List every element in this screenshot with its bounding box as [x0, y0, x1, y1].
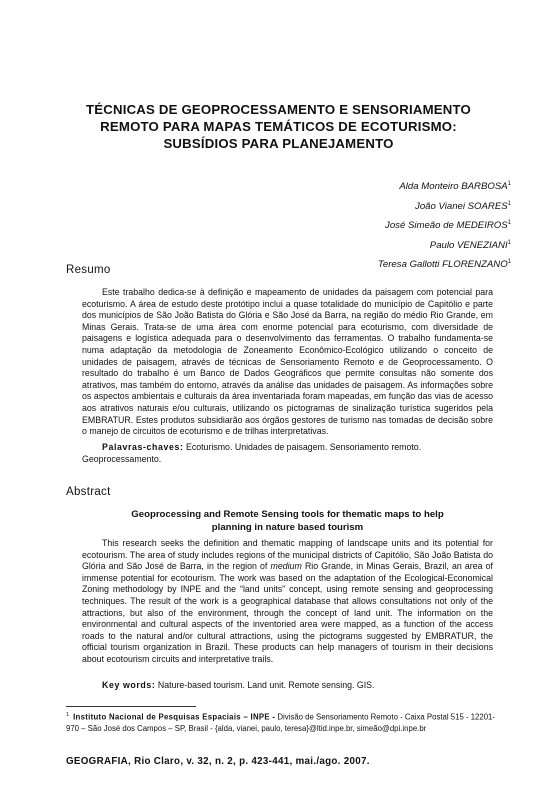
keywords-value: Ecoturismo. Unidades de paisagem. Sensoriamento remoto. Geoprocessamento.	[82, 442, 422, 464]
keywords-label: Palavras-chaves:	[102, 442, 184, 452]
author: Paulo VENEZIANI$^1$	[429, 239, 511, 251]
title-line: SUBSÍDIOS PARA PLANEJAMENTO	[163, 136, 394, 151]
author: Teresa Gallotti FLORENZANO$^1$	[377, 259, 511, 271]
paper-title	[60, 101, 497, 152]
journal-citation: GEOGRAFIA, Rio Claro, v. 32, n. 2, p. 423-441, mai./ago. 2007.	[66, 756, 370, 767]
abstract-heading: Abstract	[66, 486, 111, 498]
title-line: REMOTO PARA MAPAS TEMÁTICOS DE ECOTURISMO:	[100, 119, 457, 134]
title-line: TÉCNICAS DE GEOPROCESSAMENTO E SENSORIAMENTO	[86, 102, 471, 117]
footnote-divider	[66, 706, 196, 707]
abstract-text: This research seeks the definition and thematic mapping of landscape units and its potential for ecotourism. The area of study includes regions of the municipal districts of Capitólio, São João Batista do Glória and São José de Barra, in the region of medium Rio Grande, in Minas Gerais, Brazil, an area of immense potential for ecotourism. The work was based on the adaptation of the Ecological-Economical Zoning methodology by INPE and the “land units” concept, using remote sensing and geoprocessing techniques. The result of the work is a geographical database that allows consultations not only of the attractions, but also of the environment, through the concept of land unit. The information on the environmental and cultural aspects of the inventoried area were mapped, as a function of the access roads to the natural and/or cultural attractions, using the pictograms suggested by EMBRATUR, the official tourism organization in Brazil. These products can help managers of tourism in their decisions about ecotourism circuits and interpretative trails.	[82, 538, 493, 664]
resumo-heading: Resumo	[66, 264, 111, 276]
keywords-label: Key words:	[102, 680, 156, 690]
author: Alda Monteiro BARBOSA$^1$	[399, 181, 511, 193]
resumo-text: Este trabalho dedica-se à definição e mapeamento de unidades da paisagem com potencial para ecoturismo. A área de estudo deste protótipo inclui a quase totalidade do município de Capitólio e parte dos municípios de São João Batista do Glória e São José da Barra, na região do médio Rio Grande, em Minas Gerais. Trata-se de uma área com enorme potencial para ecoturismo, com diversidade de paisagens e logística adequada para o desenvolvimento das ferramentas. O trabalho fundamenta-se numa adaptação da metodologia de Zoneamento Econômico-Ecológico utilizando o conceito de unidades de paisagem, através de técnicas de Sensoriamento Remoto e de Geoprocessamento. O resultado do trabalho é um Banco de Dados Geográficos que permite consultas não somente dos atrativos, mas também do entorno, através da análise das unidades de paisagem. As informações sobre os aspectos ambientais e culturais da área inventariada foram mapeadas, em função das vias de acesso aos atrativos naturais e/ou culturais, utilizando os pictogramas de sinalização turística sugeridos pela EMBRATUR. Estes produtos subsidiarão aos órgãos gestores de turismo nas tomadas de decisão sobre o manejo de circuitos de ecoturismo e de trilhas interpretativas.	[82, 287, 493, 437]
resumo-keywords	[82, 442, 493, 465]
keywords-value: Nature-based tourism. Land unit. Remote sensing. GIS.	[157, 680, 375, 690]
footnote: $^1$ Instituto Nacional de Pesquisas Espaciais – INPE - Divisão de Sensoriamento Remoto - Caixa Postal 515 - 12201-970 – São José dos Campos – SP, Brasil - {alda, vianei, paulo, teresa}@ltid.inpe.br, simeão@dpi.inpe.br	[66, 712, 495, 733]
author: João Vianei SOARES$^1$	[415, 200, 511, 212]
author: José Simeão de MEDEIROS$^1$	[385, 220, 511, 232]
author-list	[378, 176, 511, 274]
abstract-keywords	[82, 680, 493, 692]
abstract-subtitle: Geoprocessing and Remote Sensing tools for thematic maps to help planning in nature based tourism	[131, 509, 444, 533]
